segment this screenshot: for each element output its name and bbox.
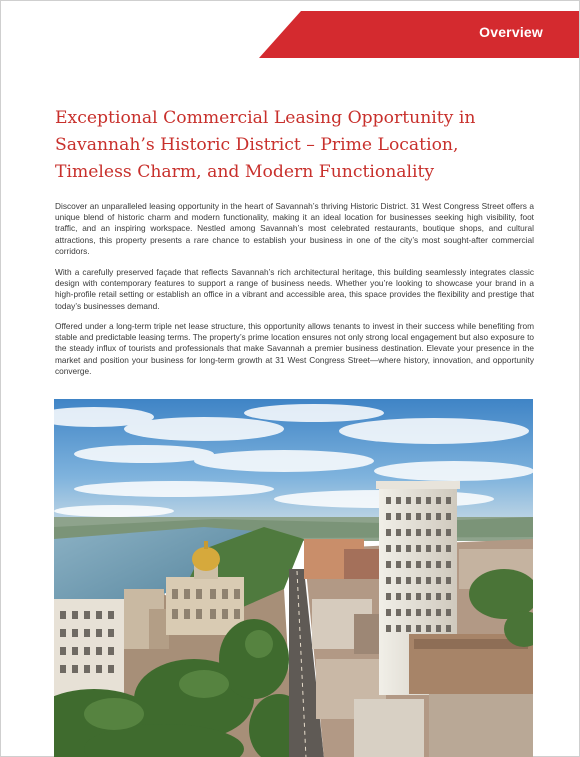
lease-paragraph: Offered under a long-term triple net lease structure, this opportunity allows tenants to invest in their success while benefiting from stable and predictable leasing terms. The property’s prime location ensures not only strong local engagement but also exposure to the steady influx of tourists and professionals that make Savannah a premier business destination. Elevate your presence in the market and position your business for long-term growth at 31 West Congress Street—where history, innovation, and opportunity converge. — [55, 321, 534, 376]
mid-buildings — [304, 539, 386, 719]
aerial-city-photo — [54, 399, 533, 757]
facade-paragraph: With a carefully preserved façade that reflects Savannah’s rich architectural heritage, this building seamlessly integrates classic design with contemporary features to support a range of business needs. Whether you’re looking to showcase your brand in a high-profile retail setting or establish an office in a vibrant and accessible area, this space provides the flexibility and prestige that today’s businesses demand. — [55, 267, 534, 311]
intro-paragraph: Discover an unparalleled leasing opportunity in the heart of Savannah’s thriving Historic District. 31 West Congress Street offers a unique blend of historic charm and modern functionality, making it an ideal location for businesses seeking high visibility, foot traffic, and an inspiring workspace. Nestled among Savannah’s most celebrated restaurants, boutique shops, and cultural attractions, this property presents a rare chance to establish your business in one of the city’s most sought-after commercial corridors. — [55, 201, 534, 256]
aerial-city-illustration — [54, 399, 533, 757]
page-headline: Exceptional Commercial Leasing Opportunity in Savannah’s Historic District – Prime Location, Timeless Charm, and Modern Functionality — [55, 108, 476, 182]
section-label: Overview — [479, 24, 543, 40]
